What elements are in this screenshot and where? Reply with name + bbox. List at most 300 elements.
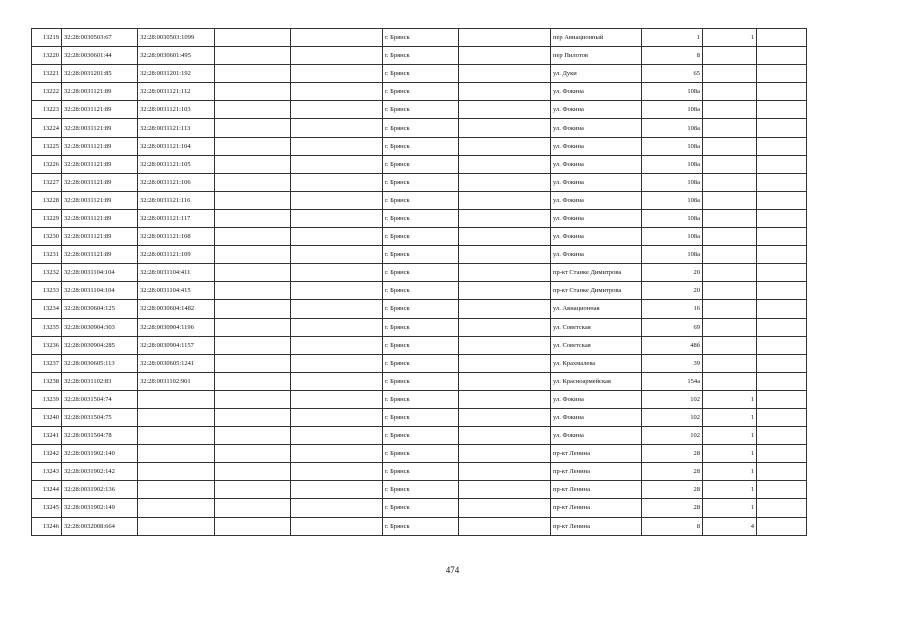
table-row bbox=[32, 445, 807, 463]
city-cell: г. Брянск bbox=[383, 101, 459, 119]
building-cadastral-number bbox=[138, 499, 215, 517]
quantity-cell bbox=[703, 354, 757, 372]
house-number-cell: 20 bbox=[642, 282, 703, 300]
empty-cell bbox=[459, 318, 551, 336]
street-cell: ул. Фокина bbox=[551, 101, 642, 119]
parcel-cadastral-number: 32:28:0031902:136 bbox=[62, 481, 138, 499]
table-row bbox=[32, 336, 807, 354]
quantity-cell bbox=[703, 119, 757, 137]
empty-cell bbox=[215, 155, 291, 173]
page-number: 474 bbox=[445, 565, 460, 575]
empty-cell bbox=[291, 228, 383, 246]
quantity-cell bbox=[703, 173, 757, 191]
table-row bbox=[32, 137, 807, 155]
house-number-cell: 108а bbox=[642, 228, 703, 246]
quantity-cell: 1 bbox=[703, 29, 757, 47]
empty-cell bbox=[459, 155, 551, 173]
empty-cell bbox=[291, 372, 383, 390]
empty-cell bbox=[459, 47, 551, 65]
house-number-cell: 102 bbox=[642, 408, 703, 426]
street-cell: ул. Авиационная bbox=[551, 300, 642, 318]
empty-cell bbox=[215, 137, 291, 155]
parcel-cadastral-number: 32:28:0030503:67 bbox=[62, 29, 138, 47]
city-cell: г. Брянск bbox=[383, 47, 459, 65]
table-row bbox=[32, 155, 807, 173]
house-number-cell: 69 bbox=[642, 318, 703, 336]
quantity-cell: 4 bbox=[703, 517, 757, 535]
quantity-cell bbox=[703, 300, 757, 318]
building-cadastral-number bbox=[138, 390, 215, 408]
empty-cell bbox=[291, 390, 383, 408]
empty-cell bbox=[459, 246, 551, 264]
quantity-cell bbox=[703, 228, 757, 246]
empty-cell bbox=[291, 137, 383, 155]
table-row bbox=[32, 354, 807, 372]
building-cadastral-number: 32:28:0031121:116 bbox=[138, 191, 215, 209]
empty-cell bbox=[215, 481, 291, 499]
record-number: 13233 bbox=[32, 282, 62, 300]
empty-cell bbox=[291, 408, 383, 426]
parcel-cadastral-number: 32:28:0031121:89 bbox=[62, 137, 138, 155]
empty-cell bbox=[291, 336, 383, 354]
empty-cell bbox=[757, 408, 807, 426]
empty-cell bbox=[291, 155, 383, 173]
house-number-cell: 65 bbox=[642, 65, 703, 83]
building-cadastral-number bbox=[138, 445, 215, 463]
city-cell: г. Брянск bbox=[383, 427, 459, 445]
city-cell: г. Брянск bbox=[383, 209, 459, 227]
empty-cell bbox=[215, 499, 291, 517]
building-cadastral-number: 32:28:0031201:192 bbox=[138, 65, 215, 83]
empty-cell bbox=[757, 318, 807, 336]
city-cell: г. Брянск bbox=[383, 517, 459, 535]
quantity-cell bbox=[703, 336, 757, 354]
quantity-cell bbox=[703, 246, 757, 264]
empty-cell bbox=[757, 137, 807, 155]
building-cadastral-number: 32:28:0031121:109 bbox=[138, 246, 215, 264]
record-number: 13237 bbox=[32, 354, 62, 372]
parcel-cadastral-number: 32:28:0031902:149 bbox=[62, 499, 138, 517]
empty-cell bbox=[291, 246, 383, 264]
quantity-cell bbox=[703, 47, 757, 65]
table-row bbox=[32, 463, 807, 481]
record-number: 13234 bbox=[32, 300, 62, 318]
table-row bbox=[32, 47, 807, 65]
record-number: 13225 bbox=[32, 137, 62, 155]
building-cadastral-number: 32:28:0031121:113 bbox=[138, 119, 215, 137]
building-cadastral-number: 32:28:0031104:411 bbox=[138, 264, 215, 282]
building-cadastral-number: 32:28:0031121:106 bbox=[138, 173, 215, 191]
empty-cell bbox=[215, 173, 291, 191]
city-cell: г. Брянск bbox=[383, 336, 459, 354]
empty-cell bbox=[459, 427, 551, 445]
quantity-cell: 1 bbox=[703, 445, 757, 463]
empty-cell bbox=[291, 282, 383, 300]
empty-cell bbox=[757, 246, 807, 264]
empty-cell bbox=[757, 517, 807, 535]
building-cadastral-number: 32:28:0031121:108 bbox=[138, 228, 215, 246]
house-number-cell: 28 bbox=[642, 481, 703, 499]
empty-cell bbox=[215, 264, 291, 282]
parcel-cadastral-number: 32:28:0031121:89 bbox=[62, 173, 138, 191]
house-number-cell: 108а bbox=[642, 155, 703, 173]
empty-cell bbox=[215, 318, 291, 336]
empty-cell bbox=[291, 173, 383, 191]
street-cell: пр-кт Ленина bbox=[551, 499, 642, 517]
street-cell: ул. Фокина bbox=[551, 228, 642, 246]
street-cell: ул. Фокина bbox=[551, 83, 642, 101]
quantity-cell: 1 bbox=[703, 390, 757, 408]
house-number-cell: 108а bbox=[642, 119, 703, 137]
record-number: 13245 bbox=[32, 499, 62, 517]
building-cadastral-number: 32:28:0030605:1241 bbox=[138, 354, 215, 372]
record-number: 13244 bbox=[32, 481, 62, 499]
parcel-cadastral-number: 32:28:0031504:75 bbox=[62, 408, 138, 426]
empty-cell bbox=[291, 65, 383, 83]
quantity-cell bbox=[703, 155, 757, 173]
empty-cell bbox=[215, 390, 291, 408]
empty-cell bbox=[757, 65, 807, 83]
empty-cell bbox=[459, 300, 551, 318]
parcel-cadastral-number: 32:28:0031504:78 bbox=[62, 427, 138, 445]
street-cell: ул. Фокина bbox=[551, 427, 642, 445]
empty-cell bbox=[215, 445, 291, 463]
record-number: 13223 bbox=[32, 101, 62, 119]
empty-cell bbox=[459, 83, 551, 101]
city-cell: г. Брянск bbox=[383, 408, 459, 426]
empty-cell bbox=[291, 354, 383, 372]
street-cell: пр-кт Станке Димитрова bbox=[551, 264, 642, 282]
table-row bbox=[32, 29, 807, 47]
empty-cell bbox=[459, 408, 551, 426]
city-cell: г. Брянск bbox=[383, 65, 459, 83]
building-cadastral-number: 32:28:0030604:1482 bbox=[138, 300, 215, 318]
empty-cell bbox=[459, 354, 551, 372]
building-cadastral-number: 32:28:0031121:117 bbox=[138, 209, 215, 227]
empty-cell bbox=[757, 372, 807, 390]
empty-cell bbox=[215, 463, 291, 481]
empty-cell bbox=[757, 390, 807, 408]
table-row bbox=[32, 517, 807, 535]
record-number: 13232 bbox=[32, 264, 62, 282]
house-number-cell: 20 bbox=[642, 264, 703, 282]
building-cadastral-number: 32:28:0031121:103 bbox=[138, 101, 215, 119]
record-number: 13227 bbox=[32, 173, 62, 191]
empty-cell bbox=[215, 65, 291, 83]
street-cell: пер Авиационный bbox=[551, 29, 642, 47]
table-row bbox=[32, 408, 807, 426]
city-cell: г. Брянск bbox=[383, 228, 459, 246]
record-number: 13228 bbox=[32, 191, 62, 209]
empty-cell bbox=[459, 390, 551, 408]
empty-cell bbox=[757, 499, 807, 517]
empty-cell bbox=[757, 191, 807, 209]
building-cadastral-number: 32:28:0031121:112 bbox=[138, 83, 215, 101]
house-number-cell: 108а bbox=[642, 246, 703, 264]
house-number-cell: 16 bbox=[642, 300, 703, 318]
empty-cell bbox=[757, 209, 807, 227]
parcel-cadastral-number: 32:28:0031201:85 bbox=[62, 65, 138, 83]
house-number-cell: 154а bbox=[642, 372, 703, 390]
table-row bbox=[32, 282, 807, 300]
parcel-cadastral-number: 32:28:0031121:89 bbox=[62, 209, 138, 227]
record-number: 13224 bbox=[32, 119, 62, 137]
house-number-cell: 1 bbox=[642, 29, 703, 47]
city-cell: г. Брянск bbox=[383, 264, 459, 282]
empty-cell bbox=[215, 83, 291, 101]
street-cell: пер Пилотов bbox=[551, 47, 642, 65]
record-number: 13229 bbox=[32, 209, 62, 227]
empty-cell bbox=[757, 29, 807, 47]
parcel-cadastral-number: 32:28:0031121:89 bbox=[62, 119, 138, 137]
empty-cell bbox=[459, 445, 551, 463]
table-row bbox=[32, 65, 807, 83]
registry-table bbox=[31, 28, 807, 536]
city-cell: г. Брянск bbox=[383, 445, 459, 463]
empty-cell bbox=[215, 354, 291, 372]
house-number-cell: 108а bbox=[642, 137, 703, 155]
building-cadastral-number: 32:28:0030503:1099 bbox=[138, 29, 215, 47]
empty-cell bbox=[215, 47, 291, 65]
quantity-cell bbox=[703, 372, 757, 390]
house-number-cell: 8 bbox=[642, 517, 703, 535]
building-cadastral-number: 32:28:0030904:1157 bbox=[138, 336, 215, 354]
street-cell: ул. Фокина bbox=[551, 119, 642, 137]
empty-cell bbox=[215, 372, 291, 390]
empty-cell bbox=[459, 173, 551, 191]
empty-cell bbox=[215, 246, 291, 264]
empty-cell bbox=[291, 517, 383, 535]
quantity-cell: 1 bbox=[703, 481, 757, 499]
empty-cell bbox=[215, 101, 291, 119]
table-row bbox=[32, 119, 807, 137]
city-cell: г. Брянск bbox=[383, 173, 459, 191]
parcel-cadastral-number: 32:28:0030605:113 bbox=[62, 354, 138, 372]
quantity-cell: 1 bbox=[703, 427, 757, 445]
record-number: 13221 bbox=[32, 65, 62, 83]
street-cell: ул. Фокина bbox=[551, 173, 642, 191]
quantity-cell bbox=[703, 209, 757, 227]
house-number-cell: 108а bbox=[642, 173, 703, 191]
building-cadastral-number: 32:28:0031121:105 bbox=[138, 155, 215, 173]
table-row bbox=[32, 246, 807, 264]
empty-cell bbox=[757, 101, 807, 119]
record-number: 13241 bbox=[32, 427, 62, 445]
record-number: 13246 bbox=[32, 517, 62, 535]
empty-cell bbox=[757, 427, 807, 445]
empty-cell bbox=[291, 119, 383, 137]
parcel-cadastral-number: 32:28:0031104:104 bbox=[62, 282, 138, 300]
parcel-cadastral-number: 32:28:0031504:74 bbox=[62, 390, 138, 408]
city-cell: г. Брянск bbox=[383, 246, 459, 264]
building-cadastral-number bbox=[138, 463, 215, 481]
city-cell: г. Брянск bbox=[383, 499, 459, 517]
table-body bbox=[32, 29, 807, 536]
building-cadastral-number bbox=[138, 408, 215, 426]
parcel-cadastral-number: 32:28:0031121:89 bbox=[62, 228, 138, 246]
empty-cell bbox=[291, 264, 383, 282]
building-cadastral-number: 32:28:0031102:901 bbox=[138, 372, 215, 390]
empty-cell bbox=[215, 336, 291, 354]
empty-cell bbox=[291, 209, 383, 227]
parcel-cadastral-number: 32:28:0031121:89 bbox=[62, 246, 138, 264]
house-number-cell: 102 bbox=[642, 427, 703, 445]
empty-cell bbox=[459, 517, 551, 535]
parcel-cadastral-number: 32:28:0031902:140 bbox=[62, 445, 138, 463]
quantity-cell bbox=[703, 101, 757, 119]
empty-cell bbox=[291, 481, 383, 499]
street-cell: ул. Фокина bbox=[551, 390, 642, 408]
empty-cell bbox=[291, 427, 383, 445]
house-number-cell: 28 bbox=[642, 445, 703, 463]
city-cell: г. Брянск bbox=[383, 282, 459, 300]
city-cell: г. Брянск bbox=[383, 390, 459, 408]
building-cadastral-number bbox=[138, 481, 215, 499]
parcel-cadastral-number: 32:28:0031104:104 bbox=[62, 264, 138, 282]
city-cell: г. Брянск bbox=[383, 83, 459, 101]
city-cell: г. Брянск bbox=[383, 372, 459, 390]
empty-cell bbox=[757, 354, 807, 372]
empty-cell bbox=[459, 336, 551, 354]
empty-cell bbox=[291, 445, 383, 463]
street-cell: ул. Крахмалева bbox=[551, 354, 642, 372]
street-cell: ул. Советская bbox=[551, 336, 642, 354]
empty-cell bbox=[459, 137, 551, 155]
empty-cell bbox=[215, 517, 291, 535]
table-row bbox=[32, 300, 807, 318]
quantity-cell: 1 bbox=[703, 463, 757, 481]
street-cell: ул. Красноармейская bbox=[551, 372, 642, 390]
empty-cell bbox=[291, 101, 383, 119]
record-number: 13226 bbox=[32, 155, 62, 173]
record-number: 13222 bbox=[32, 83, 62, 101]
quantity-cell bbox=[703, 65, 757, 83]
table-row bbox=[32, 499, 807, 517]
house-number-cell: 108а bbox=[642, 101, 703, 119]
record-number: 13236 bbox=[32, 336, 62, 354]
empty-cell bbox=[757, 481, 807, 499]
street-cell: ул. Советская bbox=[551, 318, 642, 336]
empty-cell bbox=[215, 282, 291, 300]
empty-cell bbox=[459, 191, 551, 209]
quantity-cell bbox=[703, 83, 757, 101]
table-row bbox=[32, 83, 807, 101]
empty-cell bbox=[459, 499, 551, 517]
house-number-cell: 8 bbox=[642, 47, 703, 65]
city-cell: г. Брянск bbox=[383, 300, 459, 318]
building-cadastral-number: 32:28:0030601:495 bbox=[138, 47, 215, 65]
empty-cell bbox=[757, 228, 807, 246]
street-cell: пр-кт Ленина bbox=[551, 481, 642, 499]
house-number-cell: 102 bbox=[642, 390, 703, 408]
empty-cell bbox=[459, 119, 551, 137]
empty-cell bbox=[459, 282, 551, 300]
empty-cell bbox=[215, 29, 291, 47]
empty-cell bbox=[757, 300, 807, 318]
building-cadastral-number bbox=[138, 427, 215, 445]
empty-cell bbox=[757, 119, 807, 137]
empty-cell bbox=[757, 264, 807, 282]
table-row bbox=[32, 209, 807, 227]
table-row bbox=[32, 481, 807, 499]
city-cell: г. Брянск bbox=[383, 29, 459, 47]
city-cell: г. Брянск bbox=[383, 155, 459, 173]
parcel-cadastral-number: 32:28:0030601:44 bbox=[62, 47, 138, 65]
empty-cell bbox=[459, 228, 551, 246]
table-row bbox=[32, 318, 807, 336]
city-cell: г. Брянск bbox=[383, 354, 459, 372]
empty-cell bbox=[459, 481, 551, 499]
street-cell: пр-кт Ленина bbox=[551, 445, 642, 463]
city-cell: г. Брянск bbox=[383, 137, 459, 155]
record-number: 13219 bbox=[32, 29, 62, 47]
empty-cell bbox=[757, 282, 807, 300]
house-number-cell: 108а bbox=[642, 209, 703, 227]
building-cadastral-number: 32:28:0031104:415 bbox=[138, 282, 215, 300]
empty-cell bbox=[291, 499, 383, 517]
quantity-cell bbox=[703, 264, 757, 282]
record-number: 13230 bbox=[32, 228, 62, 246]
house-number-cell: 39 bbox=[642, 354, 703, 372]
building-cadastral-number: 32:28:0031121:104 bbox=[138, 137, 215, 155]
street-cell: ул. Фокина bbox=[551, 191, 642, 209]
table-row bbox=[32, 264, 807, 282]
empty-cell bbox=[215, 209, 291, 227]
parcel-cadastral-number: 32:28:0031121:89 bbox=[62, 83, 138, 101]
parcel-cadastral-number: 32:28:0031121:89 bbox=[62, 191, 138, 209]
city-cell: г. Брянск bbox=[383, 191, 459, 209]
record-number: 13238 bbox=[32, 372, 62, 390]
parcel-cadastral-number: 32:28:0030604:125 bbox=[62, 300, 138, 318]
street-cell: ул. Фокина bbox=[551, 137, 642, 155]
table-row bbox=[32, 427, 807, 445]
empty-cell bbox=[291, 83, 383, 101]
table-row bbox=[32, 228, 807, 246]
empty-cell bbox=[215, 427, 291, 445]
empty-cell bbox=[459, 65, 551, 83]
empty-cell bbox=[291, 318, 383, 336]
empty-cell bbox=[757, 445, 807, 463]
record-number: 13220 bbox=[32, 47, 62, 65]
empty-cell bbox=[291, 191, 383, 209]
house-number-cell: 48б bbox=[642, 336, 703, 354]
quantity-cell bbox=[703, 282, 757, 300]
empty-cell bbox=[757, 336, 807, 354]
record-number: 13239 bbox=[32, 390, 62, 408]
empty-cell bbox=[215, 300, 291, 318]
quantity-cell bbox=[703, 137, 757, 155]
city-cell: г. Брянск bbox=[383, 119, 459, 137]
table-row bbox=[32, 101, 807, 119]
building-cadastral-number: 32:28:0030904:1196 bbox=[138, 318, 215, 336]
street-cell: ул. Фокина bbox=[551, 408, 642, 426]
empty-cell bbox=[757, 47, 807, 65]
record-number: 13235 bbox=[32, 318, 62, 336]
parcel-cadastral-number: 32:28:0032008:664 bbox=[62, 517, 138, 535]
parcel-cadastral-number: 32:28:0031102:83 bbox=[62, 372, 138, 390]
street-cell: пр-кт Ленина bbox=[551, 517, 642, 535]
record-number: 13243 bbox=[32, 463, 62, 481]
parcel-cadastral-number: 32:28:0030904:303 bbox=[62, 318, 138, 336]
street-cell: ул. Фокина bbox=[551, 155, 642, 173]
city-cell: г. Брянск bbox=[383, 318, 459, 336]
street-cell: пр-кт Ленина bbox=[551, 463, 642, 481]
quantity-cell: 1 bbox=[703, 408, 757, 426]
record-number: 13231 bbox=[32, 246, 62, 264]
empty-cell bbox=[757, 155, 807, 173]
empty-cell bbox=[215, 228, 291, 246]
parcel-cadastral-number: 32:28:0031902:142 bbox=[62, 463, 138, 481]
